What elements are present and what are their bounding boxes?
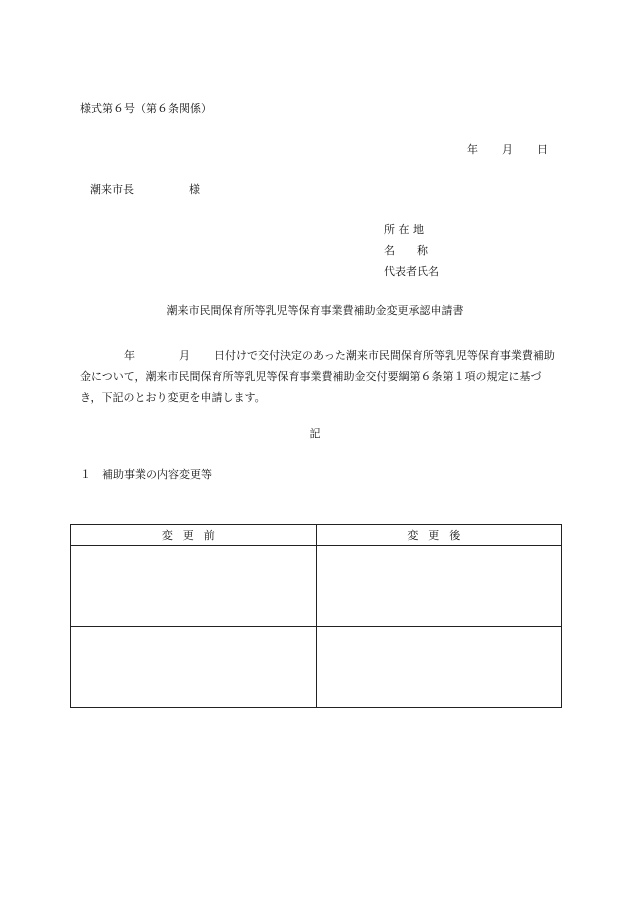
before-cell[interactable] — [71, 546, 317, 627]
date-year-label: 年 — [467, 143, 478, 156]
changes-table — [70, 524, 562, 708]
body-year-label: 年 — [124, 349, 135, 362]
addressee-honorific: 様 — [189, 183, 200, 196]
body-text: 日付けで交付決定のあった潮来市民間保育所等乳児等保育事業費補助金について，潮来市民間保育所等乳児等保育事業費補助金交付要綱第６条第１項の規定に基づき，下記のとおり変更を申請します。 — [80, 349, 555, 404]
section-title: 補助事業の内容変更等 — [102, 468, 212, 481]
after-cell[interactable] — [316, 546, 562, 627]
ki-heading: 記 — [309, 427, 321, 440]
table-row — [71, 627, 562, 708]
after-cell[interactable] — [316, 627, 562, 708]
header-before: 変更前 — [71, 525, 317, 546]
form-number: 様式第６号（第６条関係） — [80, 102, 212, 115]
body-paragraph — [80, 345, 560, 408]
table-row — [71, 546, 562, 627]
addressee-name: 潮来市長 — [90, 183, 134, 196]
date-line — [467, 144, 548, 155]
applicant-block — [384, 224, 439, 287]
representative-label: 代表者氏名 — [384, 265, 439, 278]
before-cell[interactable] — [71, 627, 317, 708]
date-day-label: 日 — [537, 143, 548, 156]
addressee — [90, 184, 200, 195]
body-month-label: 月 — [179, 349, 190, 362]
date-month-label: 月 — [502, 143, 513, 156]
section-number: １ — [80, 468, 91, 481]
header-after: 変更後 — [316, 525, 562, 546]
section-heading — [80, 469, 212, 480]
document-title: 潮来市民間保育所等乳児等保育事業費補助金変更承認申請書 — [166, 304, 464, 317]
address-label: 所 在 地 — [384, 223, 424, 236]
name-label: 名 称 — [384, 244, 428, 257]
table-header-row — [71, 525, 562, 546]
